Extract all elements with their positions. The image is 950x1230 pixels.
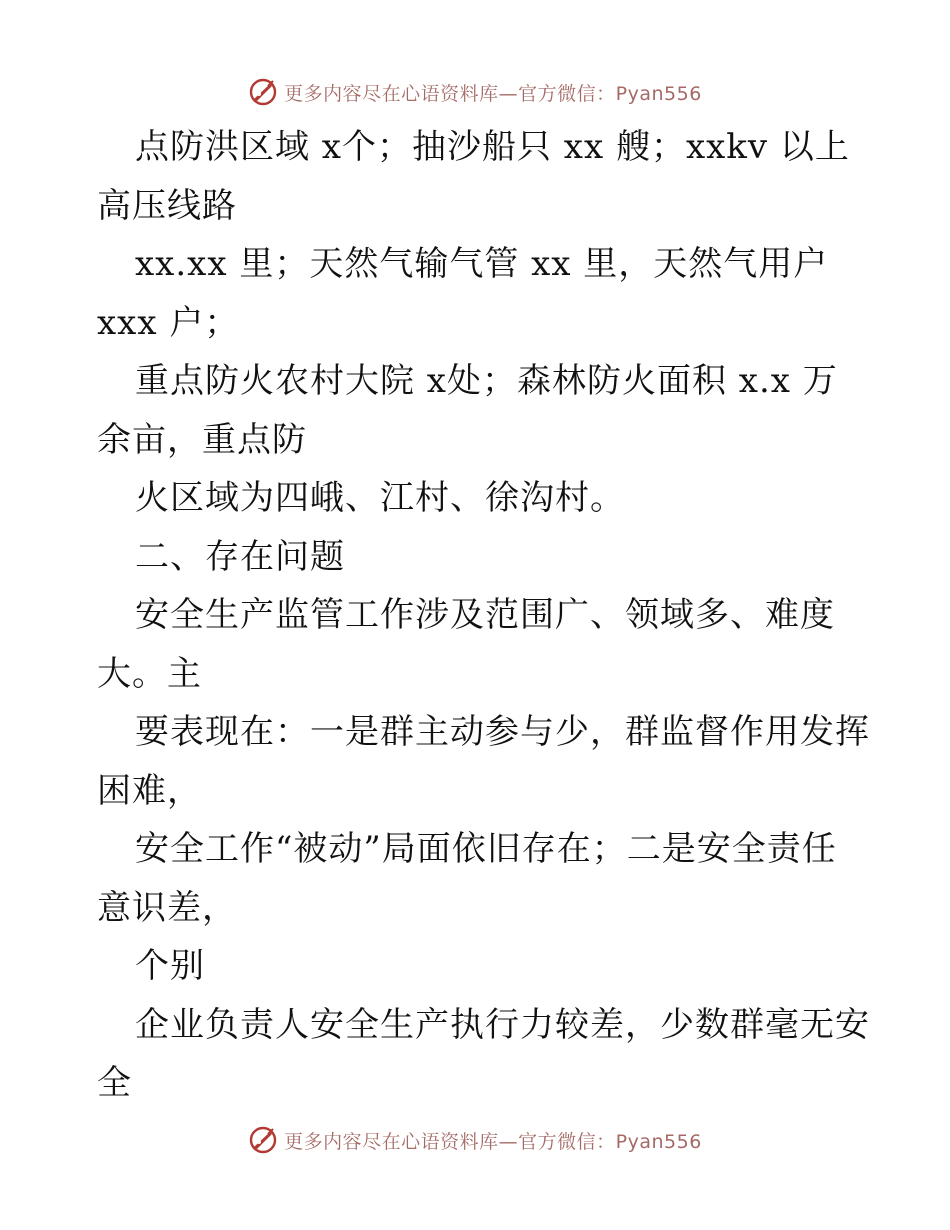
quill-pen-logo-icon — [248, 1125, 278, 1155]
paragraph-line: 个别 — [135, 946, 205, 986]
document-body — [97, 118, 870, 1113]
header-watermark — [0, 72, 950, 112]
paragraph-line: 重点防火农村大院 x处；森林防火面积 x.x 万 — [135, 361, 838, 401]
paragraph-line: 安全工作“被动”局面依旧存在；二是安全责任 — [135, 829, 837, 869]
paragraph-line: 大。主 — [97, 653, 202, 694]
footer-watermark — [0, 1120, 950, 1160]
paragraph-line: 要表现在：一是群主动参与少，群监督作用发挥 — [135, 712, 870, 752]
paragraph-line: 意识差， — [97, 887, 237, 928]
paragraph-line: 高压线路 — [97, 185, 237, 226]
paragraph-line: 企业负责人安全生产执行力较差，少数群毫无安 — [135, 1004, 870, 1045]
paragraph-line: xxx 户； — [97, 302, 240, 343]
paragraph-line: 余亩，重点防 — [97, 419, 307, 460]
paragraph-line: 点防洪区域 x个；抽沙船只 xx 艘；xxkv 以上 — [135, 127, 850, 167]
paragraph-line: xx.xx 里；天然气输气管 xx 里，天然气用户 — [135, 244, 829, 284]
quill-pen-logo-icon — [248, 77, 278, 107]
paragraph-line: 安全生产监管工作涉及范围广、领域多、难度 — [135, 595, 835, 635]
watermark-text: 更多内容尽在心语资料库—官方微信：Pyan556 — [284, 1130, 702, 1153]
watermark-text: 更多内容尽在心语资料库—官方微信：Pyan556 — [284, 82, 702, 105]
paragraph-line: 火区域为四峨、江村、徐沟村。 — [135, 478, 625, 518]
section-heading: 二、存在问题 — [135, 536, 345, 577]
paragraph-line: 全 — [97, 1063, 132, 1103]
paragraph-line: 困难， — [97, 770, 202, 811]
